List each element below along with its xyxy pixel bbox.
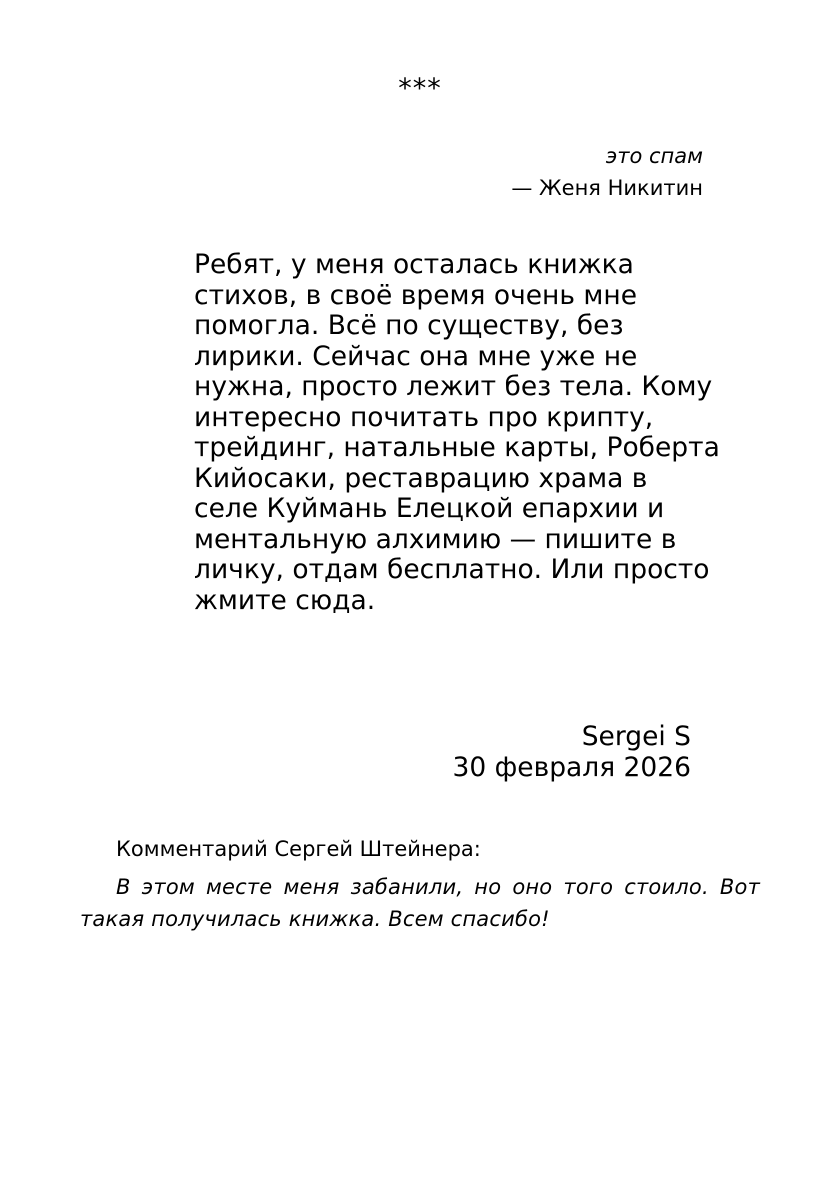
comment-body: В этом месте меня забанили, но оно того стоило. Вот такая получилась книжка. Всем спасибо! [80,875,760,931]
author-comment [80,833,760,935]
section-separator: *** [398,73,442,104]
poem-body: Ребят, у меня осталась книжка стихов, в своё время очень мне помогла. Всё по существу, без лирики. Сейчас она мне уже не нужна, просто лежит без тела. Кому интересно почитать про крипту, трейдинг, натальные карты, Роберта Кийосаки, реставрацию храма в селе Куймань Елецкой епархии и ментальную алхимию — пишите в личку, отдам бесплатно. Или просто жмите сюда. [194,249,720,616]
epigraph-author: — Женя Никитин [511,176,703,200]
signature-date: 30 февраля 2026 [452,752,691,783]
signature-author: Sergei S [581,721,691,752]
comment-header: Комментарий Сергей Штейнера: [116,837,481,861]
epigraph-text: это спам [605,144,703,168]
signature [291,721,691,783]
epigraph [303,140,703,204]
